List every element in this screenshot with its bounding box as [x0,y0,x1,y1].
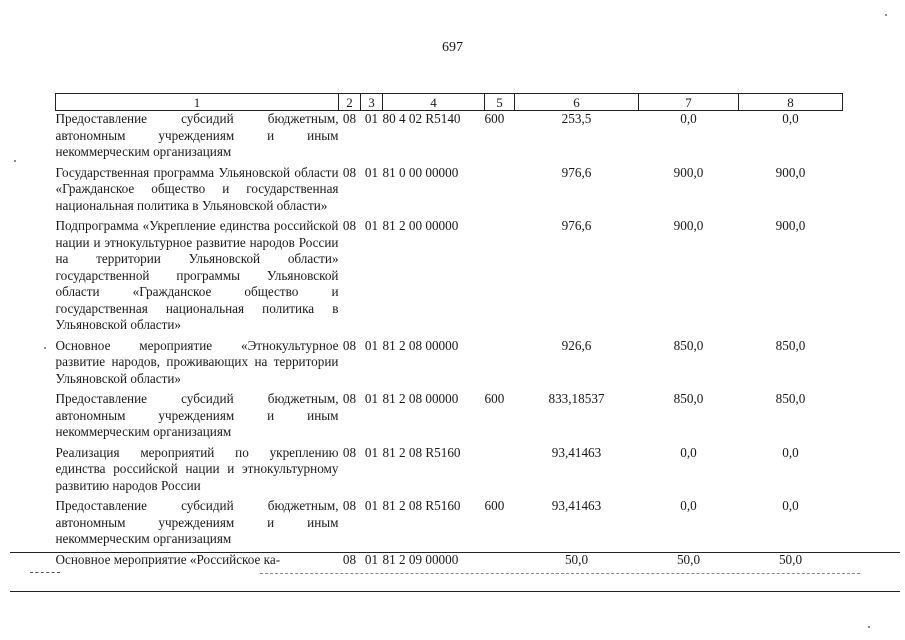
row-subsection: 01 [364,164,379,180]
row-value-col6: 926,6 [561,337,592,353]
scan-speck [868,626,870,628]
scan-speck [885,14,887,16]
page-number: 697 [442,40,463,55]
row-target-code: 80 4 02 R5140 [382,111,461,126]
row-subsection: 01 [364,218,379,233]
row-expense-type [485,445,515,499]
row-section: 08 [342,111,357,126]
row-expense-type [485,218,515,338]
row-name: Основное мероприятие «Этнокультурное развитие народов, проживающих на территории Ульяновской области» [55,337,339,386]
budget-table [55,93,843,572]
row-value-col7: 0,0 [680,444,697,460]
row-target-code: 81 2 08 00000 [382,337,459,353]
scan-line-upper [10,552,900,553]
header-cell: 6 [515,94,639,111]
row-value-col8: 0,0 [782,111,799,126]
row-value-col7: 850,0 [673,391,704,406]
row-value-col8: 0,0 [782,444,799,460]
row-value-col6: 976,6 [561,218,592,233]
row-expense-type: 600 [484,498,505,513]
row-value-col7: 900,0 [673,164,704,180]
row-value-col8: 50,0 [778,551,803,567]
row-subsection: 01 [364,551,379,567]
row-target-code: 81 2 00 00000 [382,218,459,233]
header-cell: 5 [485,94,515,111]
header-cell: 2 [339,94,361,111]
table-row [56,165,843,219]
row-subsection: 01 [364,444,379,460]
table-row [56,391,843,445]
row-section: 08 [342,498,357,513]
row-value-col6: 253,5 [561,111,592,126]
row-value-col7: 0,0 [680,498,697,513]
row-name: Реализация мероприятий по укреплению единства российской нации и этнокультурному развитию народов России [55,444,339,493]
row-expense-type [485,165,515,219]
table-row [56,111,843,165]
row-value-col8: 900,0 [775,218,806,233]
row-target-code: 81 2 09 00000 [382,551,459,567]
scan-dash [30,572,60,573]
row-target-code: 81 2 08 R5160 [382,444,461,460]
header-cell: 3 [361,94,383,111]
header-cell: 8 [739,94,843,111]
row-name: Предоставление субсидий бюджетным, автономным учреждениям и иным некоммерческим организациям [55,498,339,546]
row-value-col7: 900,0 [673,218,704,233]
row-expense-type: 600 [484,391,505,406]
row-section: 08 [342,391,357,406]
row-value-col7: 850,0 [673,337,704,353]
row-section: 08 [342,218,357,233]
row-section: 08 [342,164,357,180]
row-value-col6: 976,6 [561,164,592,180]
table-row [56,552,843,573]
row-name: Государственная программа Ульяновской области «Гражданское общество и государственная национальная политика в Ульяновской области» [55,164,339,213]
row-value-col6: 833,18537 [548,391,605,406]
scan-speck [14,160,16,162]
row-section: 08 [342,444,357,460]
row-target-code: 81 2 08 R5160 [382,498,461,513]
row-name: Предоставление субсидий бюджетным, автономным учреждениям и иным некоммерческим организациям [55,111,339,159]
scan-line-lower [10,591,900,592]
scan-speck [44,347,46,349]
row-subsection: 01 [364,111,379,126]
scan-dash-long [260,573,860,574]
row-expense-type: 600 [484,111,505,126]
row-value-col7: 50,0 [676,551,701,567]
row-value-col8: 850,0 [775,337,806,353]
row-value-col8: 0,0 [782,498,799,513]
table-header [56,94,843,111]
row-target-code: 81 0 00 00000 [382,164,459,180]
row-value-col6: 93,41463 [551,498,602,513]
row-subsection: 01 [364,337,379,353]
row-section: 08 [342,337,357,353]
row-value-col8: 900,0 [775,164,806,180]
row-value-col8: 850,0 [775,391,806,406]
row-name: Подпрограмма «Укрепление единства российской нации и этнокультурное развитие народов России на территории Ульяновской области» государственной программы Ульяновской области «Гражданское общество и государственная национальная политика в Ульяновской области» [55,218,339,332]
table-row [56,218,843,338]
row-target-code: 81 2 08 00000 [382,391,459,406]
row-name: Основное мероприятие «Российское ка- [55,551,281,567]
row-section: 08 [342,551,357,567]
row-value-col7: 0,0 [680,111,697,126]
table-row [56,498,843,552]
table-row [56,338,843,392]
header-cell: 1 [56,94,339,111]
table-row [56,445,843,499]
row-name: Предоставление субсидий бюджетным, автономным учреждениям и иным некоммерческим организациям [55,391,339,439]
row-expense-type [485,338,515,392]
row-value-col6: 93,41463 [551,444,602,460]
row-subsection: 01 [364,391,379,406]
header-cell: 4 [383,94,485,111]
header-cell: 7 [639,94,739,111]
row-subsection: 01 [364,498,379,513]
row-expense-type [485,552,515,573]
row-value-col6: 50,0 [564,551,589,567]
